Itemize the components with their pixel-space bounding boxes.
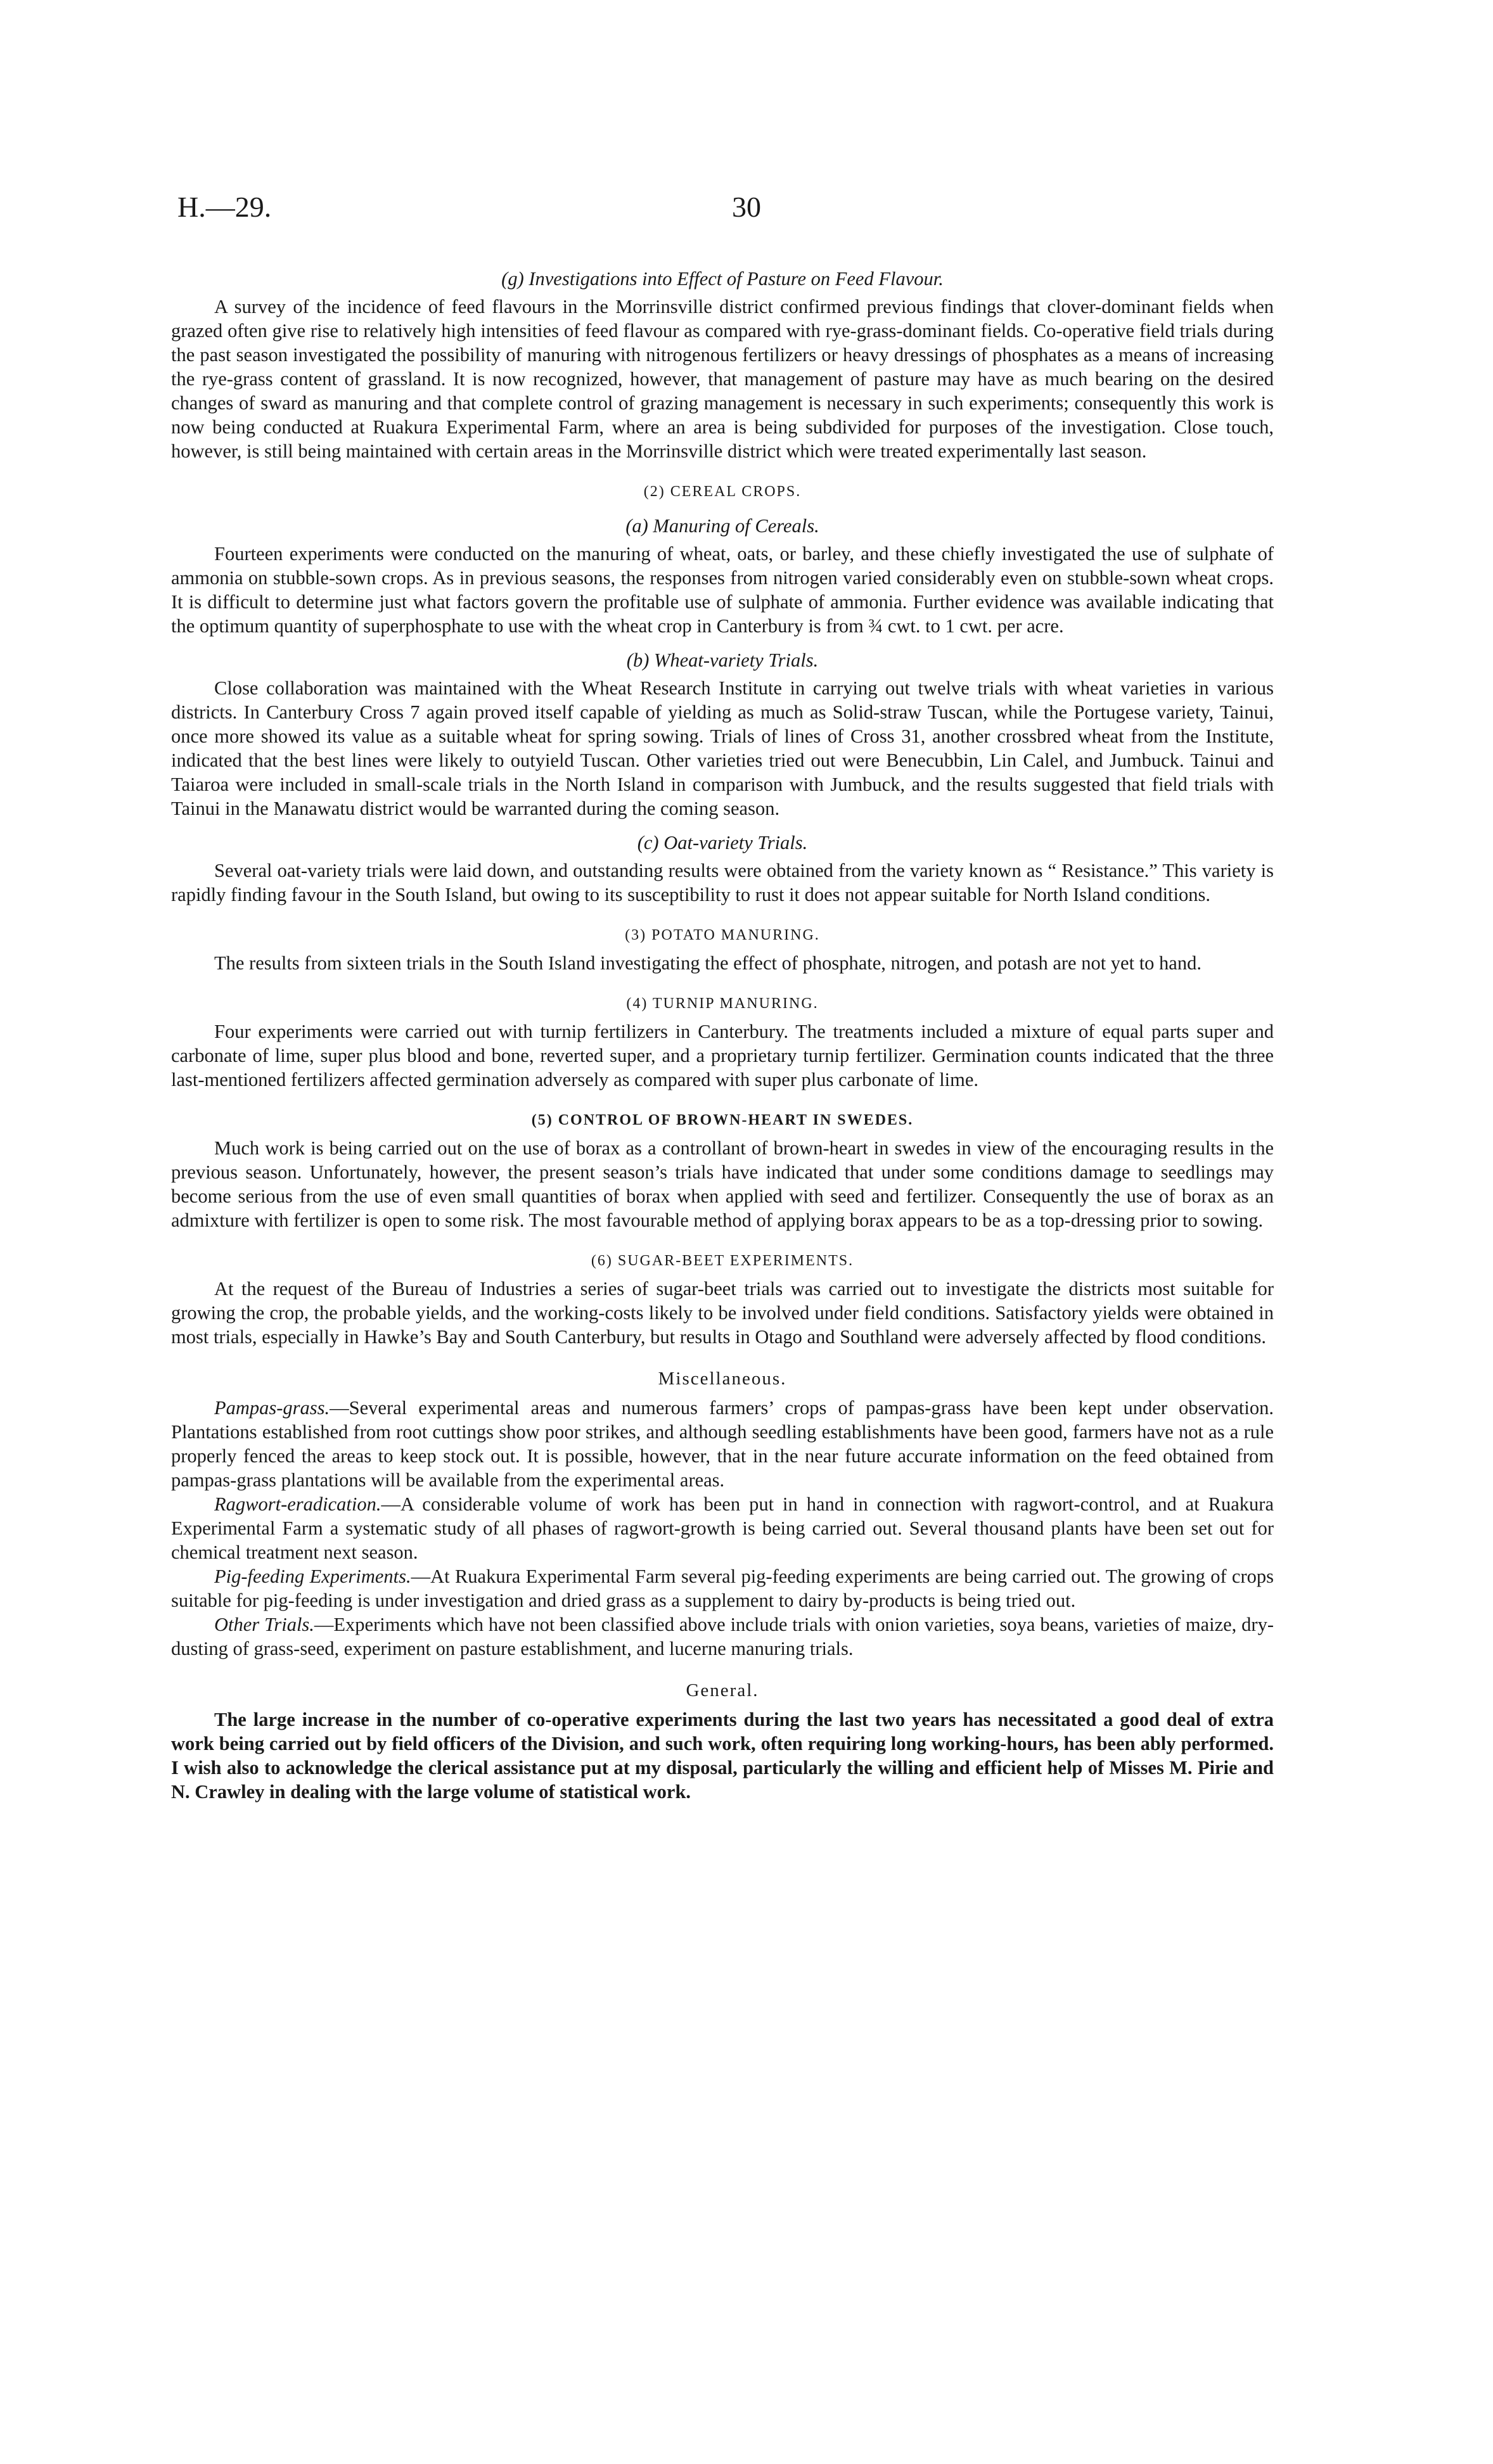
cereal-crops-heading: (2) CEREAL CROPS. [643,483,802,500]
pampas-grass-paragraph [171,1396,1274,1492]
other-trials-paragraph [171,1612,1274,1661]
page-header [171,190,1322,241]
sugar-beet-paragraph: At the request of the Bureau of Industries a series of sugar-beet trials was carried out to investigate the districts most suitable for growing the crop, the probable yields, and the working-costs likely to be involved under field conditions. Satisfactory yields were obtained in most trials, especially in Hawke’s Bay and South Canterbury, but results in Otago and Southland were adversely affected by flood conditions. [171,1278,1274,1348]
oat-variety-paragraph: Several oat-variety trials were laid down, and outstanding results were obtained from the variety known as “ Resistance.” This variety is rapidly finding favour in the South Island, but owing to its susceptibility to rust it does not appear suitable for North Island conditions. [171,860,1274,905]
page-number: 30 [732,191,761,223]
miscellaneous-heading: Miscellaneous. [658,1369,787,1389]
feed-flavour-paragraph: A survey of the incidence of feed flavours in the Morrinsville district confirmed previous findings that clover-dominant fields when grazed often give rise to relatively high intensities of feed flavour as compared with rye-grass-dominant fields. Co-operative field trials during the past season investigated the possibility of manuring with nitrogenous fertilizers or heavy dressings of phosphates as a means of increasing the rye-grass content of grassland. It is now recognized, however, that management of pasture may have as much bearing on the desired changes of sward as manuring and that complete control of grazing management is necessary in such experiments; consequently this work is now being conducted at Ruakura Experimental Farm, where an area is being subdivided for purposes of the investigation. Close touch, however, is still being maintained with certain areas in the Morrinsville district which were treated experimentally last season. [171,296,1274,462]
ragwort-lead: Ragwort-eradication. [214,1493,381,1515]
oat-variety-heading: (c) Oat-variety Trials. [637,832,808,853]
other-trials-lead: Other Trials. [214,1614,314,1635]
general-paragraph: The large increase in the number of co-operative experiments during the last two years has necessitated a good deal of extra work being carried out by field officers of the Division, and such work, often requiring long working-hours, has been ably performed. I wish also to acknowledge the clerical assistance put at my disposal, particularly the willing and efficient help of Misses M. Pirie and N. Crawley in dealing with the large volume of statistical work. [171,1709,1274,1803]
pampas-grass-lead: Pampas-grass. [214,1397,330,1419]
potato-manuring-paragraph: The results from sixteen trials in the South Island investigating the effect of phosphate, nitrogen, and potash are not yet to hand. [214,952,1201,974]
potato-manuring-heading: (3) POTATO MANURING. [625,927,820,943]
turnip-manuring-heading: (4) TURNIP MANURING. [626,995,819,1012]
wheat-variety-paragraph: Close collaboration was maintained with the Wheat Research Institute in carrying out twelve trials with wheat varieties in various districts. In Canterbury Cross 7 again proved itself capable of yielding as much as Solid-straw Tuscan, while the Portugese variety, Tainui, once more showed its value as a suitable wheat for spring sowing. Trials of lines of Cross 31, another crossbred wheat from the Institute, indicated that the best lines were likely to outyield Tuscan. Other varieties tried out were Benecubbin, Lin Calel, and Jumbuck. Tainui and Taiaroa were included in small-scale trials in the North Island in comparison with Jumbuck, and the results suggested that field trials with Tainui in the Manawatu district would be warranted during the coming season. [171,677,1274,819]
brown-heart-heading: (5) CONTROL OF BROWN-HEART IN SWEDES. [531,1112,914,1128]
manuring-cereals-paragraph: Fourteen experiments were conducted on the manuring of wheat, oats, or barley, and these chiefly investigated the use of sulphate of ammonia on stubble-sown crops. As in previous seasons, the responses from nitrogen varied considerably even on stubble-sown wheat crops. It is difficult to determine just what factors govern the profitable use of sulphate of ammonia. Further evidence was available indicating that the optimum quantity of superphosphate to use with the wheat crop in Canterbury is from ¾ cwt. to 1 cwt. per acre. [171,543,1274,637]
ragwort-text: —A considerable volume of work has been put in hand in connection with ragwort-control, and at Ruakura Experimental Farm a systematic study of all phases of ragwort-growth is being carried out. Several thousand plants have been set out for chemical treatment next season. [171,1493,1274,1563]
pig-feeding-text: —At Ruakura Experimental Farm several pig-feeding experiments are being carried out. The growing of crops suitable for pig-feeding is under investigation and dried grass as a supplement to dairy by-products is being tried out. [171,1566,1274,1611]
manuring-cereals-heading: (a) Manuring of Cereals. [625,515,819,537]
pampas-grass-text: —Several experimental areas and numerous farmers’ crops of pampas-grass have been kept under observation. Plantations established from root cuttings show poor strikes, and although seedling establishments have been good, farmers have not as a rule properly fenced the areas to keep stock out. It is possible, however, that in the near future accurate information on the feed obtained from pampas-grass plantations will be available from the experimental areas. [171,1397,1274,1491]
report-reference: H.—29. [177,191,272,223]
pig-feeding-lead: Pig-feeding Experiments. [214,1566,411,1587]
general-heading: General. [686,1680,759,1701]
brown-heart-paragraph: Much work is being carried out on the use of borax as a controllant of brown-heart in swedes in view of the encouraging results in the previous season. Unfortunately, however, the present season’s trials have indicated that under some conditions damage to seedlings may become serious from the use of even small quantities of borax when applied with seed and fertilizer. Consequently the use of borax as an admixture with fertilizer is open to some risk. The most favourable method of applying borax appears to be as a top-dressing prior to sowing. [171,1137,1274,1231]
body-text [171,257,1274,1804]
sugar-beet-heading: (6) SUGAR-BEET EXPERIMENTS. [591,1253,854,1269]
pig-feeding-paragraph [171,1564,1274,1612]
ragwort-paragraph [171,1492,1274,1564]
turnip-manuring-paragraph: Four experiments were carried out with turnip fertilizers in Canterbury. The treatments included a mixture of equal parts super and carbonate of lime, super plus blood and bone, reverted super, and a proprietary turnip fertilizer. Germination counts indicated that the three last-mentioned fertilizers affected germination adversely as compared with super plus carbonate of lime. [171,1021,1274,1090]
other-trials-text: —Experiments which have not been classified above include trials with onion varieties, soya beans, varieties of maize, dry-dusting of grass-seed, experiment on pasture establishment, and lucerne manuring trials. [171,1614,1274,1659]
wheat-variety-heading: (b) Wheat-variety Trials. [626,649,819,671]
feed-flavour-heading: (g) Investigations into Effect of Pasture on Feed Flavour. [501,268,944,290]
